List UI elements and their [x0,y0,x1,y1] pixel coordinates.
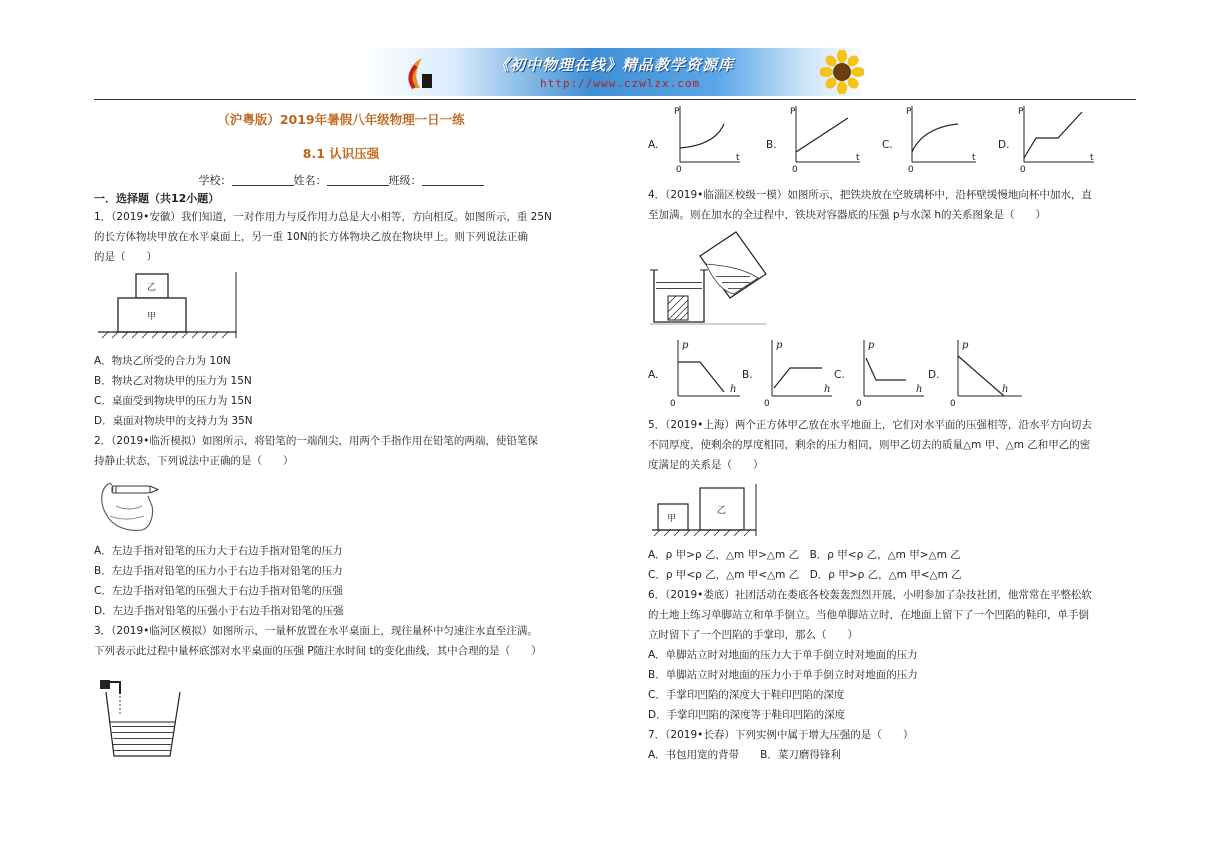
school-blank[interactable] [232,175,294,186]
q1-option-b: B．物块乙对物块甲的压力为 15N [94,375,252,387]
q6-line-1: 6．（2019•娄底）社团活动在娄底各校轰轰烈烈开展，小明参加了杂技社团，他常常在平整松软 [648,589,1092,601]
name-label: 姓名： [293,174,327,187]
q3-graph-d [1018,104,1098,176]
q3-graph-label-d: D. [998,139,1010,151]
document-title: （沪粤版）2019年暑假八年级物理一日一练 [217,112,465,127]
class-blank[interactable] [422,175,484,186]
sunflower-icon [820,50,864,94]
q5-line-1: 5．（2019•上海）两个正方体甲乙放在水平地面上，它们对水平面的压强相等，沿水平方向切去 [648,419,1092,431]
q4-graph-d-x: h [1002,384,1009,395]
q2-line-1: 2．（2019•临沂模拟）如图所示，将铅笔的一端削尖，用两个手指作用在铅笔的两端，使铅笔保 [94,435,538,447]
q6-option-d: D．手掌印凹陷的深度等于鞋印凹陷的深度 [648,709,846,721]
q5-fig-label-yi: 乙 [717,506,727,516]
q4-graph-label-c: C. [834,369,845,381]
q3-graph-c-origin: 0 [908,165,914,175]
q1-line-3: 的是（ ） [94,251,157,263]
q4-graph-a-y: p [682,340,689,351]
q5-line-3: 度满足的关系是（ ） [648,459,764,471]
q3-graph-b-y: P [790,107,796,117]
q3-graph-d-y: P [1018,107,1024,117]
q6-option-c: C．手掌印凹陷的深度大于鞋印凹陷的深度 [648,689,845,701]
header-banner [362,48,868,96]
q4-graph-b [760,336,836,408]
q1-fig-label-yi: 乙 [147,283,157,293]
banner-url: http://www.czwlzx.com [540,77,701,90]
q2-option-c: C．左边手指对铅笔的压强大于右边手指对铅笔的压强 [94,585,343,597]
q5-line-2: 不同厚度，使剩余的厚度相同，剩余的压力相同，则甲乙切去的质量△m 甲、△m 乙和甲乙的密 [648,439,1091,451]
q3-graph-label-c: C. [882,139,893,151]
q3-graph-c-x: t [972,153,976,163]
q7-option-ab: A．书包用宽的背带 B．菜刀磨得锋利 [648,749,841,761]
q4-graph-a-x: h [730,384,737,395]
q3-graph-a-origin: 0 [676,165,682,175]
q4-graph-a [670,336,744,408]
q4-graph-b-origin: 0 [764,399,770,408]
q6-line-2: 的土地上练习单脚站立和单手倒立。当他单脚站立时，在地面上留下了一个凹陷的鞋印，单手倒 [648,609,1089,621]
q4-graph-label-d: D. [928,369,940,381]
q5-fig-label-jia: 甲 [667,514,677,524]
q1-line-1: 1．（2019•安徽）我们知道，一对作用力与反作用力总是大小相等，方向相反。如图所示，重 25N [94,211,552,223]
q3-graph-d-origin: 0 [1020,165,1026,175]
q4-graph-d-y: p [962,340,969,351]
q3-graph-b-origin: 0 [792,165,798,175]
q6-option-b: B．单脚站立时对地面的压力小于单手倒立时对地面的压力 [648,669,918,681]
q4-graph-b-y: p [776,340,783,351]
student-info [94,172,588,188]
q1-fig-label-jia: 甲 [147,312,157,322]
q4-graph-a-origin: 0 [670,399,676,408]
q1-figure [96,272,240,346]
q2-option-a: A．左边手指对铅笔的压力大于右边手指对铅笔的压力 [94,545,343,557]
banner-title: 《初中物理在线》精品教学资源库 [494,56,735,74]
q7-line-1: 7．（2019•长春）下列实例中属于增大压强的是（ ） [648,729,914,741]
q3-graph-d-x: t [1090,153,1094,163]
school-label: 学校： [198,174,232,187]
header-rule [94,99,1136,100]
q3-graph-b [790,104,864,176]
document-subtitle: 8.1 认识压强 [302,146,380,161]
q1-option-d: D．桌面对物块甲的支持力为 35N [94,415,253,427]
q1-option-c: C．桌面受到物块甲的压力为 15N [94,395,252,407]
q2-hand-pencil-figure [96,476,160,538]
q1-line-2: 的长方体物块甲放在水平桌面上，另一重 10N的长方体物块乙放在物块甲上。则下列说法正确 [94,231,529,243]
q6-line-3: 立时留下了一个凹陷的手掌印，那么（ ） [648,629,858,641]
q4-line-2: 至加满。则在加水的全过程中，铁块对容器底的压强 p与水深 h的关系图象是（ ） [648,209,1046,221]
q4-graph-c-x: h [916,384,923,395]
q3-graph-a-y: P [674,107,680,117]
q4-graph-d [946,336,1026,408]
name-blank[interactable] [327,175,389,186]
q4-beaker-figure [650,230,770,326]
q4-line-1: 4．（2019•临淄区校级一模）如图所示，把铁块放在空玻璃杯中，沿杯壁缓慢地向杯中加水，直 [648,189,1092,201]
section-heading: 一．选择题（共12小题） [94,192,220,205]
q4-graph-c-origin: 0 [856,399,862,408]
q4-graph-d-origin: 0 [950,399,956,408]
q5-option-ab: A．ρ 甲>ρ 乙，△m 甲>△m 乙 B．ρ 甲<ρ 乙，△m 甲>△m 乙 [648,549,961,561]
logo-icon [400,54,440,92]
q3-line-1: 3．（2019•临河区模拟）如图所示，一量杯放置在水平桌面上，现往量杯中匀速注水直至注满。 [94,625,538,637]
q3-line-2: 下列表示此过程中量杯底部对水平桌面的压强 P随注水时间 t的变化曲线，其中合理的是（ ） [94,645,542,657]
q2-line-2: 持静止状态，下列说法中正确的是（ ） [94,455,294,467]
q4-graph-c [852,336,928,408]
q1-option-a: A．物块乙所受的合力为 10N [94,355,231,367]
q4-graph-c-y: p [868,340,875,351]
q5-option-cd: C．ρ 甲<ρ 乙，△m 甲<△m 乙 D．ρ 甲>ρ 乙，△m 甲<△m 乙 [648,569,962,581]
class-label: 班级： [388,174,422,187]
q3-beaker-figure [98,674,188,758]
q3-graph-label-b: B. [766,139,777,151]
q4-graph-label-a: A. [648,369,659,381]
q4-graph-b-x: h [824,384,831,395]
q3-graph-label-a: A. [648,139,659,151]
q6-option-a: A．单脚站立时对地面的压力大于单手倒立时对地面的压力 [648,649,918,661]
q5-cubes-figure [650,484,760,538]
q3-graph-c [906,104,980,176]
q3-graph-c-y: P [906,107,912,117]
q2-option-d: D．左边手指对铅笔的压强小于右边手指对铅笔的压强 [94,605,344,617]
q3-graph-a-x: t [736,153,740,163]
q2-option-b: B．左边手指对铅笔的压力小于右边手指对铅笔的压力 [94,565,343,577]
q3-graph-a [674,104,744,176]
q3-graph-b-x: t [856,153,860,163]
q4-graph-label-b: B. [742,369,753,381]
